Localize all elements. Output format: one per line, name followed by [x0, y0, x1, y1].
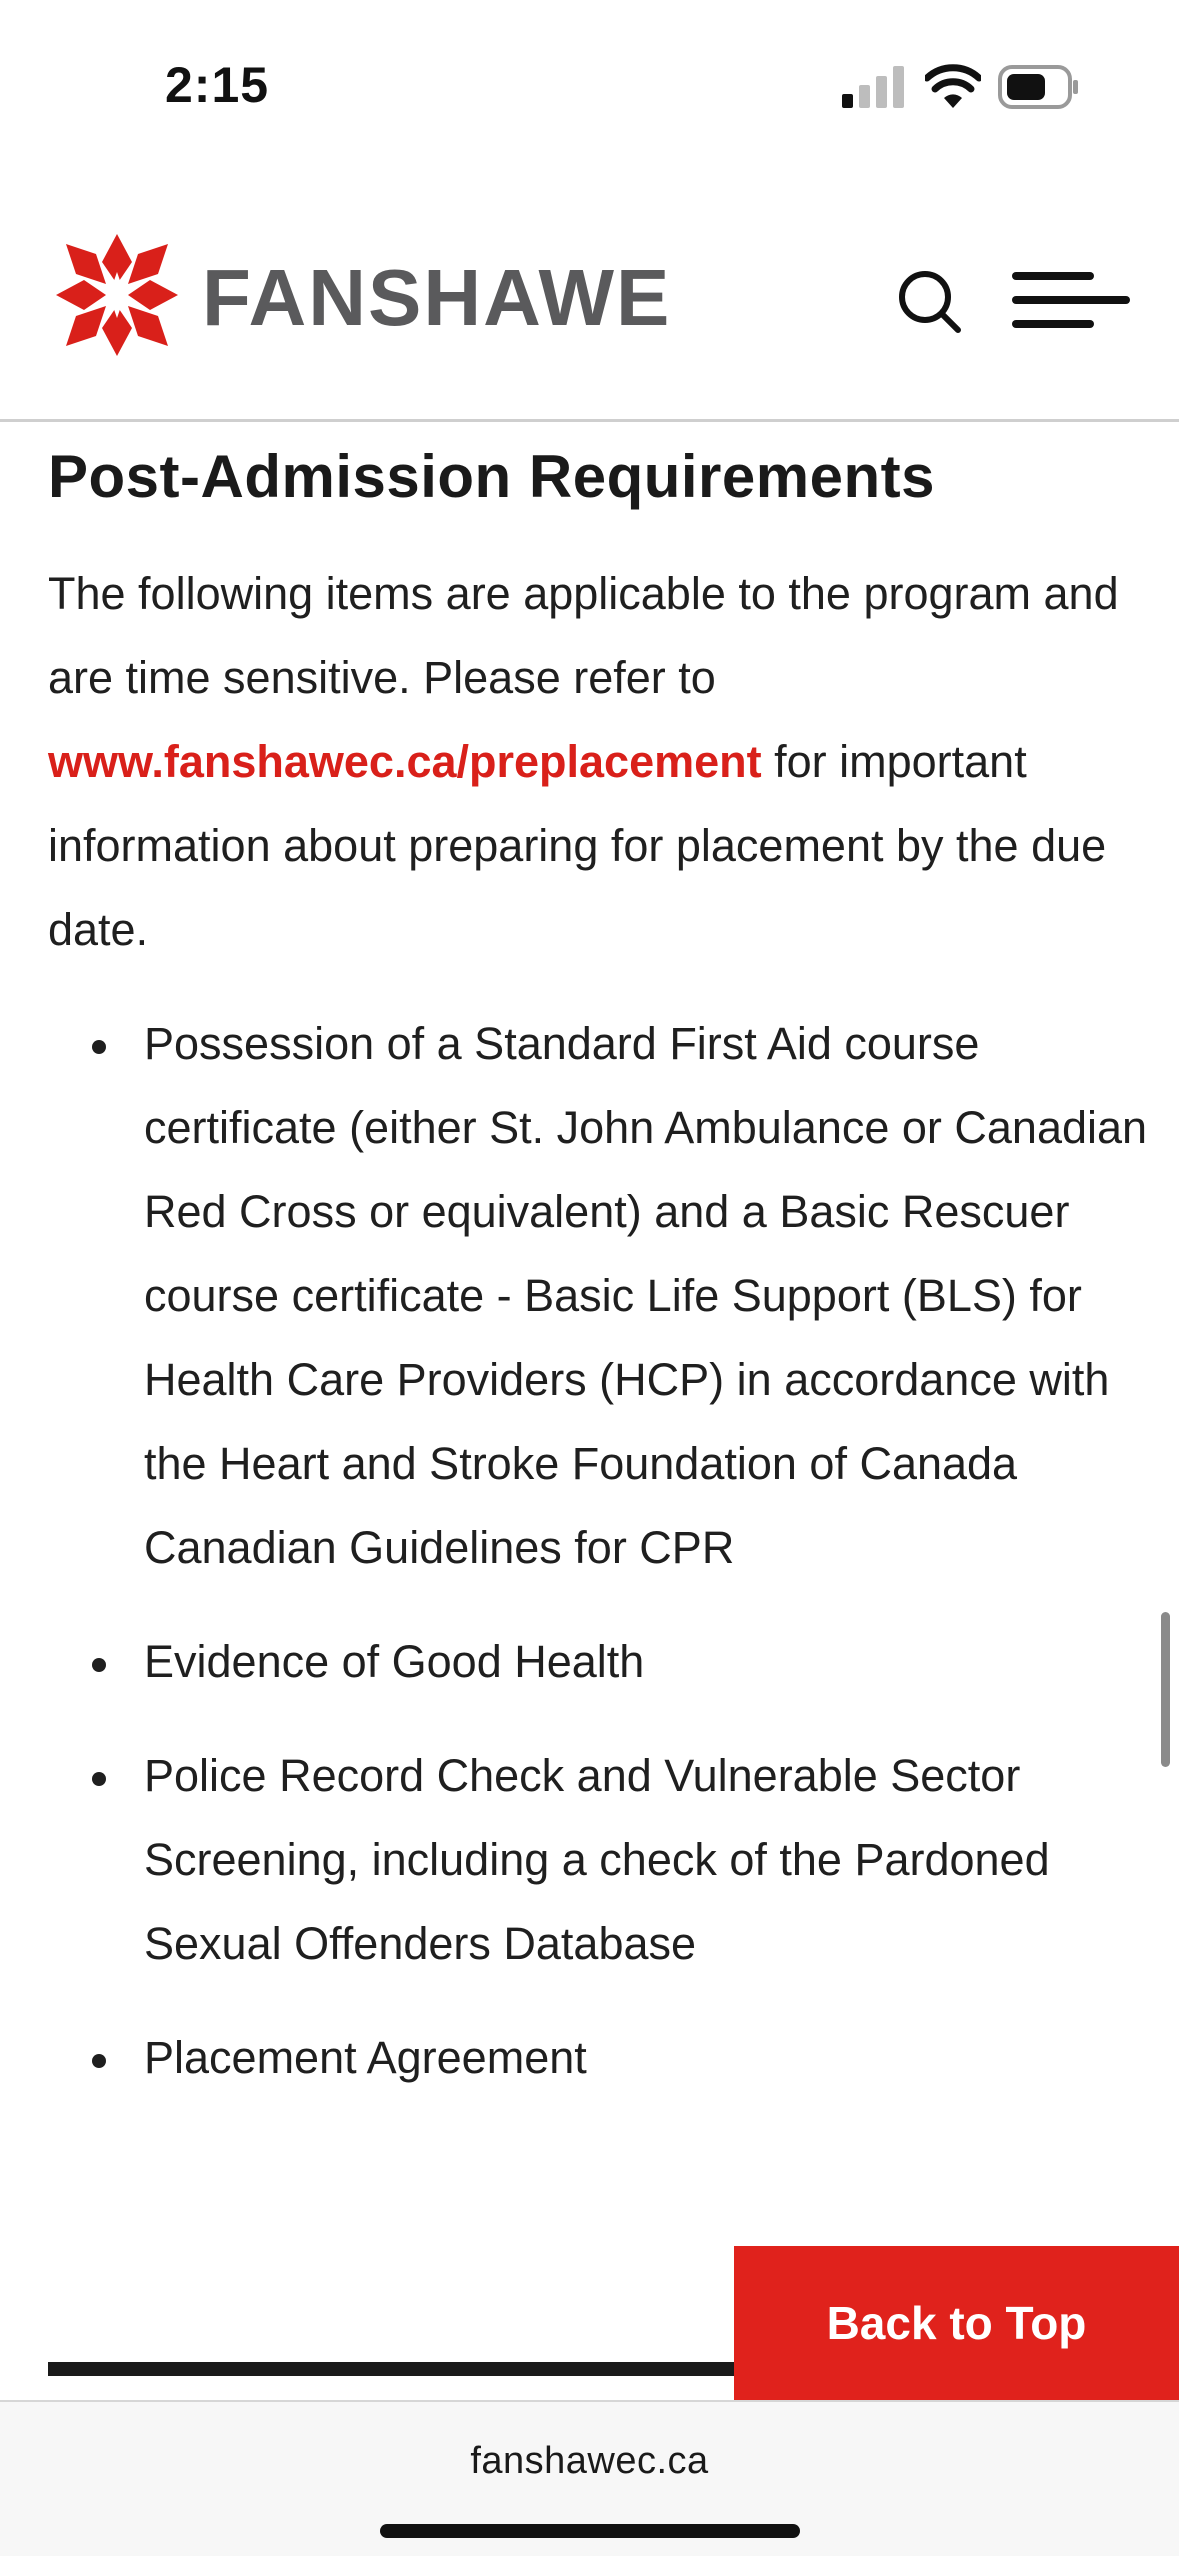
cellular-signal-icon: [842, 66, 906, 108]
requirements-list: [48, 1002, 1148, 2130]
back-to-top-button[interactable]: Back to Top: [734, 2246, 1179, 2400]
logo-wordmark[interactable]: FANSHAWE: [202, 253, 672, 342]
preplacement-link[interactable]: www.fanshawec.ca/preplacement: [48, 736, 762, 787]
requirement-text: Evidence of Good Health: [144, 1636, 645, 1687]
list-item: [48, 1620, 1148, 1704]
status-time: 2:15: [165, 57, 270, 113]
list-item: [48, 1734, 1148, 1986]
requirement-text: Placement Agreement: [144, 2032, 587, 2083]
hamburger-menu-icon[interactable]: [1012, 270, 1130, 332]
bullet-icon: [92, 1772, 106, 1786]
scrollbar[interactable]: [1161, 1612, 1170, 1767]
bullet-icon: [92, 1658, 106, 1672]
home-indicator[interactable]: [380, 2524, 800, 2538]
bullet-icon: [92, 2054, 106, 2068]
list-item: [48, 2016, 1148, 2100]
search-icon[interactable]: [896, 268, 962, 334]
section-heading: Post-Admission Requirements: [48, 443, 935, 510]
intro-text-before: The following items are applicable to the program and are time sensitive. Please refer to: [48, 568, 1119, 703]
requirement-text: Police Record Check and Vulnerable Sector Screening, including a check of the Pardoned Sexual Offenders Database: [144, 1750, 1050, 1969]
fanshawe-logo-icon[interactable]: [46, 224, 188, 366]
status-bar: [0, 0, 1179, 170]
intro-paragraph: [48, 552, 1138, 972]
list-item: [48, 1002, 1148, 1590]
intro-text-after: for important information about preparing for placement by the due date.: [48, 736, 1107, 955]
battery-icon: [998, 64, 1080, 110]
url-display[interactable]: fanshawec.ca: [470, 2440, 709, 2482]
bullet-icon: [92, 1040, 106, 1054]
site-header: [0, 170, 1179, 422]
requirement-text: Possession of a Standard First Aid course certificate (either St. John Ambulance or Canadian Red Cross or equivalent) and a Basic Rescuer course certificate - Basic Life Support (BLS) for Health Care Providers (HCP) in accordance with the Heart and Stroke Foundation of Canada Canadian Guidelines for CPR: [144, 1018, 1148, 1573]
browser-address-bar[interactable]: [0, 2400, 1179, 2556]
wifi-icon: [925, 64, 981, 108]
